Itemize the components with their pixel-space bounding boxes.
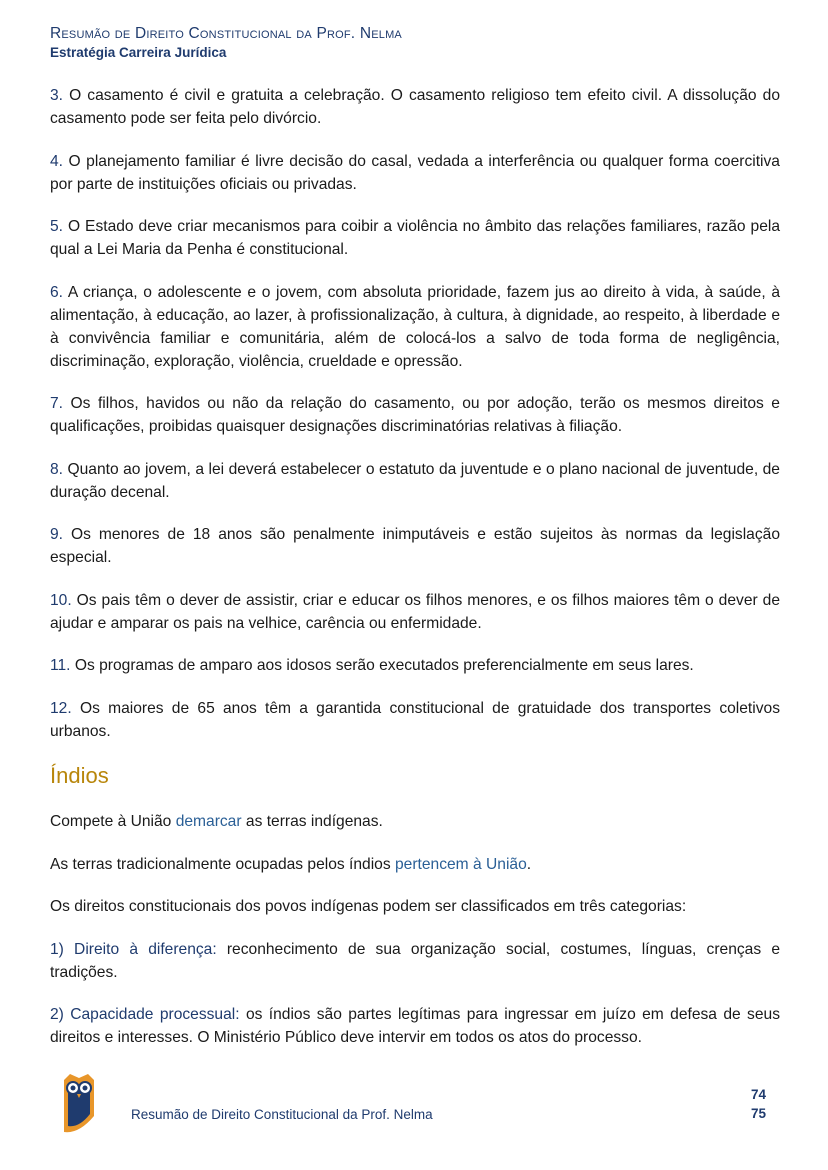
owl-logo-icon [60, 1072, 98, 1141]
item-text: Quanto ao jovem, a lei deverá estabelecer o estatuto da juventude e o plano nacional de juventude, de duração decenal. [50, 460, 780, 501]
item-number: 4. [50, 152, 64, 170]
item-number: 11. [50, 657, 71, 674]
list-item [50, 654, 780, 677]
item-number: 7. [50, 395, 64, 412]
highlighted-term: demarcar [175, 813, 242, 830]
item-text: O casamento é civil e gratuita a celebração. O casamento religioso tem efeito civil. A dissolução do casamento pode ser feita pelo divórcio. [50, 87, 780, 127]
list-item [50, 392, 780, 438]
item-number: 9. [50, 526, 64, 543]
item-number: 3. [50, 87, 64, 104]
paragraph: Os direitos constitucionais dos povos indígenas podem ser classificados em três categorias: [50, 898, 687, 915]
category-lead: 2) Capacidade processual: [50, 1006, 240, 1023]
list-item [50, 150, 780, 196]
page-header [50, 24, 402, 62]
category-text: os índios são partes legítimas para ingressar em juízo em defesa de seus direitos e interesses. O Ministério Público deve intervir em todos os atos do processo. [50, 1006, 780, 1046]
paragraph [50, 853, 780, 876]
current-page: 74 [750, 1087, 766, 1102]
item-text: Os programas de amparo aos idosos serão executados preferencialmente em seus lares. [74, 657, 694, 674]
header-title: Resumão de Direito Constitucional da Prof. Nelma [50, 25, 402, 42]
text-span: . [526, 855, 532, 873]
item-number: 8. [50, 460, 64, 478]
list-item [50, 215, 780, 261]
list-item [50, 697, 780, 743]
highlighted-term: pertencem à União [395, 855, 527, 873]
category-text: reconhecimento de sua organização social, costumes, línguas, crenças e tradições. [50, 940, 780, 981]
list-item [50, 458, 780, 504]
header-subtitle: Estratégia Carreira Jurídica [50, 45, 227, 60]
text-span: Compete à União [50, 813, 176, 830]
total-pages: 75 [750, 1106, 766, 1121]
item-text: O Estado deve criar mecanismos para coibir a violência no âmbito das relações familiares, razão pela qual a Lei Maria da Penha é constitucional. [50, 218, 781, 258]
page-footer [0, 1070, 828, 1140]
list-item [50, 84, 780, 130]
section-heading: Índios [50, 763, 109, 788]
page-number [751, 1085, 766, 1123]
list-item [50, 589, 780, 635]
item-text: Os filhos, havidos ou não da relação do casamento, ou por adoção, terão os mesmos direitos e qualificações, proibidas quaisquer designações discriminatórias relativas à filiação. [50, 395, 780, 435]
paragraph [50, 810, 780, 833]
category-item [50, 1003, 780, 1049]
list-item [50, 523, 780, 569]
text-span: As terras tradicionalmente ocupadas pelos índios [50, 855, 395, 873]
item-text: Os menores de 18 anos são penalmente inimputáveis e estão sujeitos às normas da legislação especial. [50, 526, 780, 566]
text-span: as terras indígenas. [241, 813, 383, 830]
item-text: Os maiores de 65 anos têm a garantida constitucional de gratuidade dos transportes coletivos urbanos. [50, 699, 780, 740]
footer-title: Resumão de Direito Constitucional da Prof. Nelma [131, 1107, 433, 1122]
document-body [50, 84, 780, 1069]
list-item [50, 281, 780, 373]
item-text: Os pais têm o dever de assistir, criar e educar os filhos menores, e os filhos maiores têm o dever de ajudar e amparar os pais na velhice, carência ou enfermidade. [50, 591, 780, 632]
item-text: O planejamento familiar é livre decisão do casal, vedada a interferência ou qualquer forma coercitiva por parte de instituições oficiais ou privadas. [50, 152, 780, 193]
item-number: 6. [50, 283, 64, 301]
category-item [50, 938, 780, 984]
item-number: 10. [50, 591, 72, 609]
category-lead: 1) Direito à diferença: [50, 940, 217, 958]
item-text: A criança, o adolescente e o jovem, com absoluta prioridade, fazem jus ao direito à vida, à saúde, à alimentação, à educação, ao lazer, à profissionalização, à cultura, à dignidade, ao respeito, à liberdade e à convivência familiar e comunitária, além de colocá-los a salvo de toda forma de negligência, discriminação, exploração, violência, crueldade e opressão. [50, 283, 780, 370]
item-number: 12. [50, 699, 72, 717]
item-number: 5. [50, 218, 64, 235]
